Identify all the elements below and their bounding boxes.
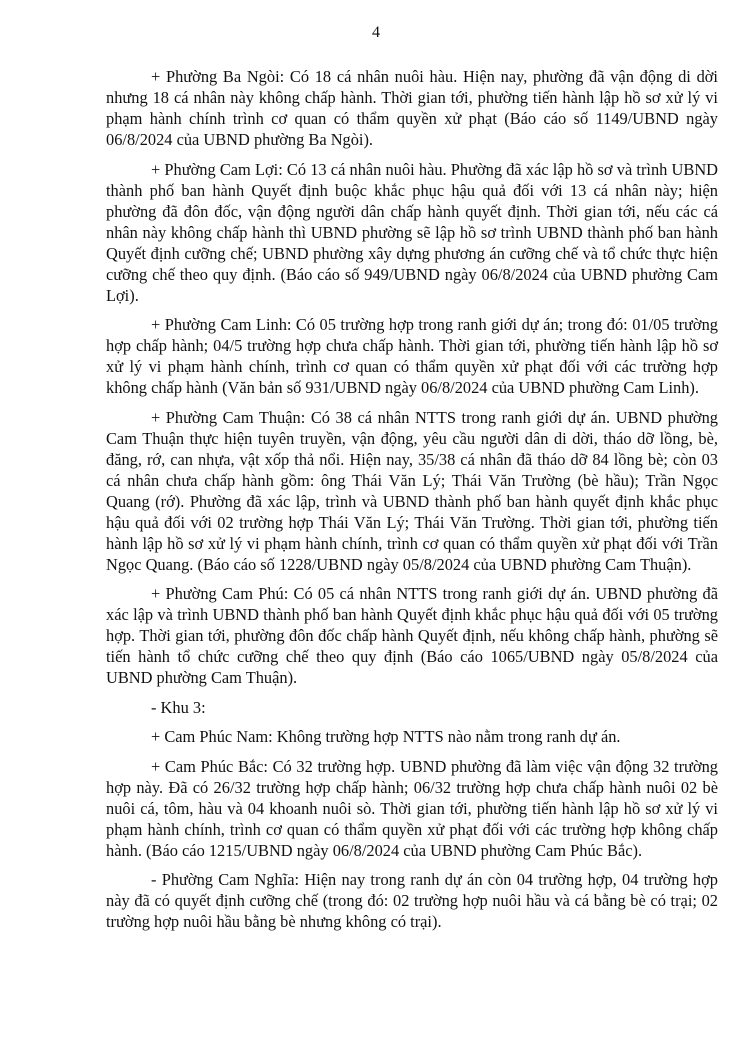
paragraph-cam-nghia: - Phường Cam Nghĩa: Hiện nay trong ranh dự án còn 04 trường hợp, 04 trường hợp này đã có quyết định cưỡng chế (trong đó: 02 trường hợp nuôi hầu và cá bằng bè có trại; 02 trường hợp nuôi hầu bằng bè nhưng không có trại). xyxy=(106,870,718,931)
section-heading-khu-3: - Khu 3: xyxy=(151,697,206,717)
paragraph-ba-ngoi: + Phường Ba Ngòi: Có 18 cá nhân nuôi hàu. Hiện nay, phường đã vận động di dời nhưng 18 cá nhân này không chấp hành. Thời gian tới, phường tiến hành lập hồ sơ xử lý vi phạm hành chính trình cơ quan có thẩm quyền xử phạt (Báo cáo số 1149/UBND ngày 06/8/2024 của UBND phường Ba Ngòi). xyxy=(106,67,718,149)
page-number: 4 xyxy=(372,24,380,41)
paragraph-cam-phu: + Phường Cam Phú: Có 05 cá nhân NTTS trong ranh giới dự án. UBND phường đã xác lập và trình UBND thành phố ban hành Quyết định khắc phục hậu quả đối với 05 trường hợp. Thời gian tới, phường đôn đốc chấp hành Quyết định, nếu không chấp hành, phường sẽ tiến hành tổ chức cưỡng chế theo quy định (Báo cáo 1065/UBND ngày 05/8/2024 của UBND phường Cam Thuận). xyxy=(106,584,718,687)
paragraph-cam-thuan: + Phường Cam Thuận: Có 38 cá nhân NTTS trong ranh giới dự án. UBND phường Cam Thuận thực hiện tuyên truyền, vận động, yêu cầu người dân di dời, tháo dỡ lồng, bè, đăng, rớ, can nhựa, vật xốp thả nổi. Hiện nay, 35/38 cá nhân đã tháo dỡ 84 lồng bè; còn 03 cá nhân chưa chấp hành gồm: ông Thái Văn Lý; Thái Văn Trường (bè hầu); Trần Ngọc Quang (rớ). Phường đã xác lập, trình và UBND thành phố ban hành quyết định khắc phục hậu quả đối với 02 trường hợp Thái Văn Lý; Thái Văn Trường. Thời gian tới, phường tiến hành lập hồ sơ xử lý vi phạm hành chính, trình cơ quan có thẩm quyền xử phạt đối với Trần Ngọc Quang. (Báo cáo số 1228/UBND ngày 05/8/2024 của UBND phường Cam Thuận). xyxy=(106,407,718,574)
document-body xyxy=(106,66,718,941)
paragraph-cam-loi: + Phường Cam Lợi: Có 13 cá nhân nuôi hàu. Phường đã xác lập hồ sơ và trình UBND thành phố ban hành Quyết định buộc khắc phục hậu quả đối với 13 cá nhân này; hiện phường đã đôn đốc, vận động người dân chấp hành quyết định. Thời gian tới, nếu các cá nhân này không chấp hành thì UBND phường sẽ lập hồ sơ trình UBND thành phố ban hành Quyết định cưỡng chế; UBND phường xây dựng phương án cưỡng chế và tổ chức thực hiện cưỡng chế theo quy định. (Báo cáo số 949/UBND ngày 06/8/2024 của UBND phường Cam Lợi). xyxy=(106,159,718,305)
paragraph-cam-linh: + Phường Cam Linh: Có 05 trường hợp trong ranh giới dự án; trong đó: 01/05 trường hợp chấp hành; 04/5 trường hợp chưa chấp hành. Thời gian tới, phường tiến hành lập hồ sơ xử lý vi phạm hành chính, trình cơ quan có thẩm quyền xử phạt đối với các trường hợp không chấp hành (Văn bản số 931/UBND ngày 06/8/2024 của UBND phường Cam Linh). xyxy=(106,315,718,397)
paragraph-cam-phuc-bac: + Cam Phúc Bắc: Có 32 trường hợp. UBND phường đã làm việc vận động 32 trường hợp này. Đã có 26/32 trường hợp chấp hành; 06/32 trường hợp chưa chấp hành nuôi 02 bè nuôi cá, tôm, hàu và 04 khoanh nuôi sò. Thời gian tới, phường tiến hành lập hồ sơ xử lý vi phạm hành chính, trình cơ quan có thẩm quyền xử phạt đối với các trường hợp không chấp hành. (Báo cáo 1215/UBND ngày 06/8/2024 của UBND phường Cam Phúc Bắc). xyxy=(106,756,718,860)
paragraph-cam-phuc-nam: + Cam Phúc Nam: Không trường hợp NTTS nào nằm trong ranh dự án. xyxy=(151,727,621,746)
